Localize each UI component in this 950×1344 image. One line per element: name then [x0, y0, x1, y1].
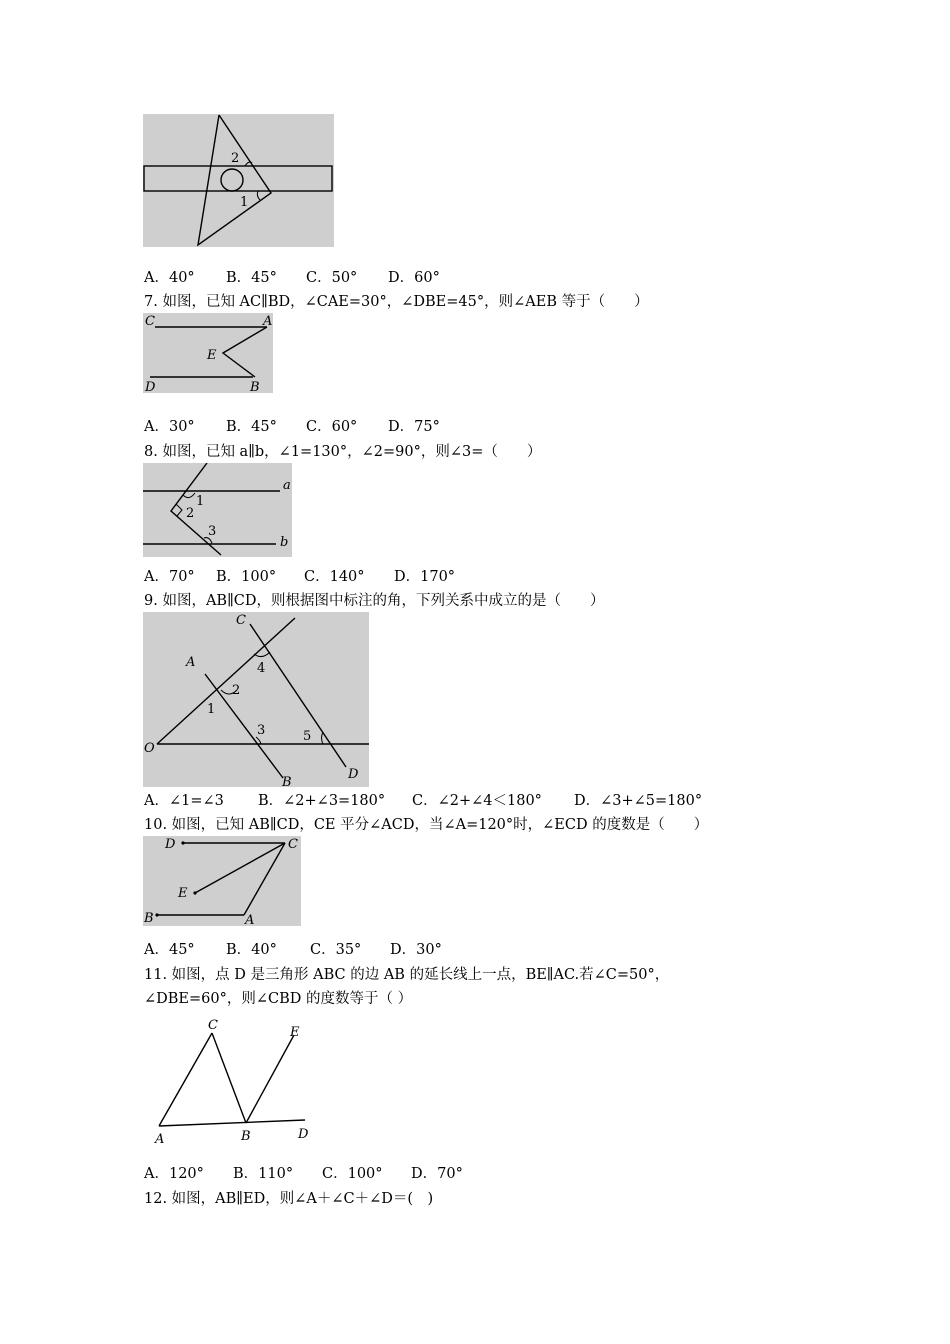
- q10-stem: 10. 如图，已知 AB∥CD，CE 平分∠ACD，当∠A=120°时，∠ECD 的度数是（ ）: [144, 817, 709, 833]
- q11-option-b[interactable]: B．110°: [233, 1166, 294, 1182]
- q6-label-2: 2: [231, 151, 240, 166]
- q8-label-1: 1: [196, 494, 205, 509]
- q9-option-b[interactable]: B．∠2+∠3=180°: [258, 793, 386, 809]
- q6-option-b[interactable]: B．45°: [226, 270, 277, 286]
- q11-line-be: [246, 1035, 294, 1123]
- q7-option-a[interactable]: A．30°: [144, 419, 195, 435]
- q11-label-c: C: [208, 1018, 218, 1033]
- q11-stem-line1: 11. 如图，点 D 是三角形 ABC 的边 AB 的延长线上一点，BE∥AC.若∠C=50°，: [144, 967, 670, 983]
- q10-point-b: [155, 913, 158, 916]
- q8-option-b[interactable]: B．100°: [216, 569, 277, 585]
- q10-option-a[interactable]: A．45°: [144, 942, 195, 958]
- q9-label-1: 1: [207, 702, 216, 717]
- q11-option-d[interactable]: D．70°: [411, 1166, 463, 1182]
- q11-line-ad: [159, 1120, 305, 1126]
- q9-label-o: O: [144, 741, 155, 756]
- q7-figure: [143, 313, 273, 393]
- q10-options: [144, 941, 442, 959]
- q10-label-d: D: [165, 837, 176, 852]
- q10-label-c: C: [288, 837, 298, 852]
- q11-label-a: A: [155, 1132, 165, 1147]
- q10-option-c[interactable]: C．35°: [310, 942, 362, 958]
- q9-option-a[interactable]: A．∠1=∠3: [144, 793, 224, 809]
- q9-label-5: 5: [303, 729, 312, 744]
- q6-option-a[interactable]: A．40°: [144, 270, 195, 286]
- q10-label-e: E: [178, 886, 188, 901]
- q8-options: [144, 568, 455, 586]
- q8-figure: [143, 463, 292, 557]
- q7-stem: 7. 如图，已知 AC∥BD，∠CAE=30°，∠DBE=45°，则∠AEB 等于（ ）: [144, 294, 649, 310]
- q10-point-d: [181, 841, 184, 844]
- q10-label-a: A: [245, 913, 255, 926]
- q9-label-b: B: [282, 775, 292, 787]
- q9-option-d[interactable]: D．∠3+∠5=180°: [574, 793, 703, 809]
- q10-figure: [143, 836, 301, 926]
- q10-label-b: B: [144, 911, 154, 926]
- q7-label-e: E: [207, 348, 217, 363]
- q10-option-b[interactable]: B．40°: [226, 942, 277, 958]
- q9-label-2: 2: [232, 683, 241, 698]
- q11-label-b: B: [241, 1129, 251, 1144]
- q6-option-d[interactable]: D．60°: [388, 270, 440, 286]
- q7-options: [144, 418, 440, 436]
- q12-stem: 12. 如图，AB∥ED，则∠A＋∠C＋∠D＝( ): [144, 1191, 434, 1207]
- q9-label-a: A: [186, 655, 196, 670]
- q8-label-3: 3: [208, 524, 217, 539]
- q9-figure-bg: [143, 612, 369, 787]
- q9-label-d: D: [348, 767, 359, 782]
- q8-option-d[interactable]: D．170°: [394, 569, 456, 585]
- q11-option-c[interactable]: C．100°: [322, 1166, 383, 1182]
- q8-option-a[interactable]: A．70°: [144, 569, 195, 585]
- q6-figure-bg: [143, 114, 334, 247]
- q7-option-d[interactable]: D．75°: [388, 419, 440, 435]
- q10-option-d[interactable]: D．30°: [390, 942, 442, 958]
- q11-line-cb: [212, 1033, 246, 1123]
- q8-option-c[interactable]: C．140°: [304, 569, 365, 585]
- q9-label-c: C: [236, 613, 246, 628]
- q11-figure: [143, 1012, 323, 1147]
- q7-option-c[interactable]: C．60°: [306, 419, 358, 435]
- q8-stem: 8. 如图，已知 a∥b，∠1=130°，∠2=90°，则∠3=（ ）: [144, 444, 542, 460]
- q7-label-b: B: [250, 380, 260, 393]
- q7-option-b[interactable]: B．45°: [226, 419, 277, 435]
- q8-figure-bg: [143, 463, 292, 557]
- q9-option-c[interactable]: C．∠2+∠4＜180°: [412, 793, 542, 809]
- q6-options: [144, 269, 440, 287]
- q9-figure: [143, 612, 369, 787]
- q9-label-4: 4: [257, 661, 266, 676]
- q8-label-2: 2: [186, 506, 195, 521]
- q9-options: [144, 792, 702, 810]
- q7-label-c: C: [145, 314, 155, 329]
- q9-label-3: 3: [257, 723, 266, 738]
- q11-label-e: E: [290, 1025, 300, 1040]
- q6-figure: [143, 114, 334, 247]
- q11-option-a[interactable]: A．120°: [144, 1166, 204, 1182]
- q7-label-d: D: [145, 380, 156, 393]
- q9-stem: 9. 如图，AB∥CD，则根据图中标注的角，下列关系中成立的是（ ）: [144, 593, 605, 609]
- q11-line-ac: [159, 1033, 212, 1126]
- q11-stem-line2: ∠DBE=60°，则∠CBD 的度数等于（ ）: [144, 991, 413, 1007]
- q6-option-c[interactable]: C．50°: [306, 270, 358, 286]
- q8-label-a: a: [283, 478, 291, 493]
- q6-label-1: 1: [240, 195, 249, 210]
- q10-point-e: [193, 891, 196, 894]
- q8-label-b: b: [280, 535, 289, 550]
- q11-label-d: D: [298, 1127, 309, 1142]
- q11-options: [144, 1165, 463, 1183]
- q7-label-a: A: [263, 314, 273, 329]
